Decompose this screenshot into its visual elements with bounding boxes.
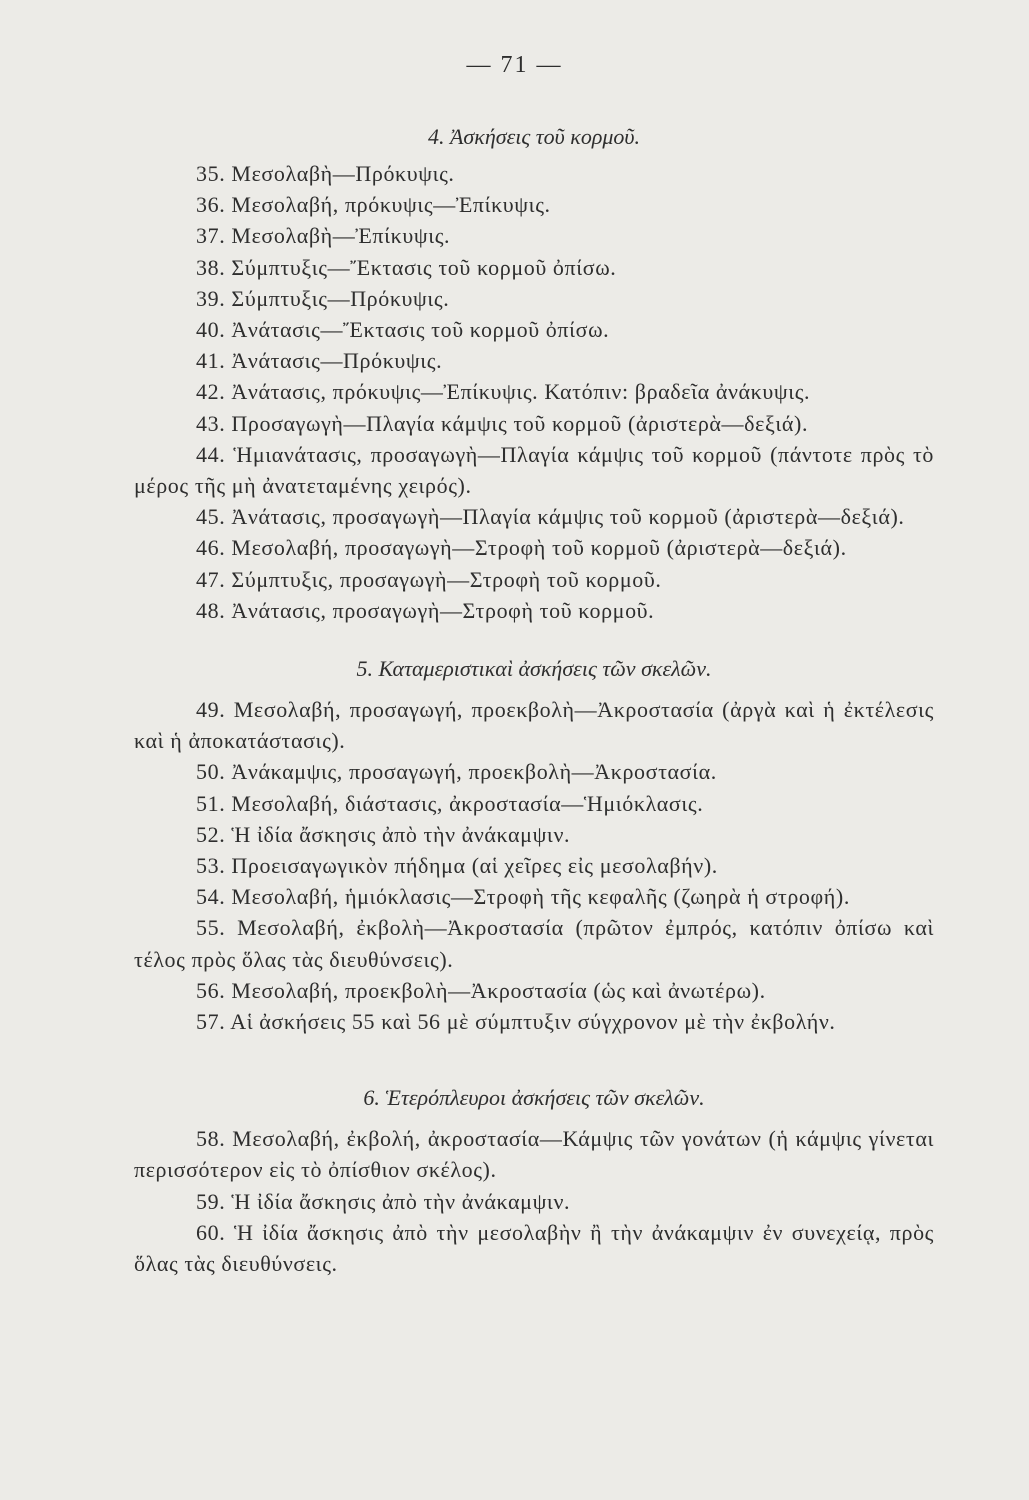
exercise-item [134,564,934,595]
exercise-text: Ἀνάτασις—Πρόκυψις. [231,348,443,374]
exercise-number: 51. [196,790,226,816]
exercise-text: Σύμπτυξις, προσαγωγὴ—Στροφὴ τοῦ κορμοῦ. [231,566,662,592]
exercise-text: Μεσολαβή, ἐκβολή, ἀκροστασία—Κάμψις τῶν γονάτων (ἡ κάμψις γίνεται περισσότερον εἰς τὸ ὀπίσθιον σκέλος). [134,1126,934,1183]
exercise-item [134,881,934,912]
exercise-item [134,220,934,251]
exercise-text: Ἀνάτασις, προσαγωγὴ—Πλαγία κάμψις τοῦ κορμοῦ (ἀριστερὰ—δεξιά). [231,504,905,530]
exercise-text: Ἡ ἰδία ἄσκησις ἀπὸ τὴν ἀνάκαμψιν. [231,1188,571,1214]
exercise-item [134,912,934,974]
exercise-text: Ἀνάκαμψις, προσαγωγή, προεκβολὴ—Ἀκροστασία. [231,759,717,785]
page-number: — 71 — [466,52,563,78]
exercise-item [134,1186,934,1217]
exercise-item [134,694,934,756]
exercise-text: Μεσολαβὴ—Ἐπίκυψις. [231,223,451,249]
exercise-text: Σύμπτυξις—Πρόκυψις. [231,285,450,311]
exercise-number: 59. [196,1188,226,1214]
exercise-text: Αἱ ἀσκήσεις 55 καὶ 56 μὲ σύμπτυξιν σύγχρονον μὲ τὴν ἐκβολήν. [230,1009,836,1035]
exercise-text: Ἡμιανάτασις, προσαγωγὴ—Πλαγία κάμψις τοῦ κορμοῦ (πάντοτε πρὸς τὸ μέρος τῆς μὴ ἀνατεταμένης χειρός). [134,441,935,499]
exercise-number: 60. [196,1219,226,1245]
exercise-text: Προεισαγωγικὸν πήδημα (αἱ χεῖρες εἰς μεσολαβήν). [231,853,718,879]
exercise-text: Μεσολαβὴ—Πρόκυψις. [231,161,455,186]
exercise-item [134,850,934,881]
exercise-text: Μεσολαβή, ἡμιόκλασις—Στροφὴ τῆς κεφαλῆς (ζωηρὰ ἡ στροφή). [231,884,850,910]
exercise-number: 54. [196,884,226,910]
exercise-text: Προσαγωγὴ—Πλαγία κάμψις τοῦ κορμοῦ (ἀριστερὰ—δεξιά). [231,410,809,436]
exercise-item [134,345,934,376]
exercise-number: 47. [196,566,226,592]
exercise-number: 46. [196,535,226,561]
section-heading: 5. Καταμεριστικαὶ ἀσκήσεις τῶν σκελῶν. [356,656,712,682]
exercise-text: Σύμπτυξις—Ἔκτασις τοῦ κορμοῦ ὀπίσω. [231,254,617,280]
exercise-text: Μεσολαβή, προεκβολὴ—Ἀκροστασία (ὡς καὶ ἀνωτέρω). [231,977,766,1003]
exercise-number: 42. [196,379,226,405]
exercise-item [134,595,934,626]
exercise-item [134,756,934,787]
exercise-number: 48. [196,597,226,623]
section-heading: 6. Ἑτερόπλευροι ἀσκήσεις τῶν σκελῶν. [363,1085,705,1111]
exercise-item [134,376,934,407]
exercise-text: Ἡ ἰδία ἄσκησις ἀπὸ τὴν μεσολαβὴν ἢ τὴν ἀνάκαμψιν ἐν συνεχείᾳ, πρὸς ὅλας τὰς διευθύνσεις. [134,1219,934,1277]
exercise-number: 45. [196,504,226,530]
exercise-number: 57. [196,1009,226,1035]
exercise-text: Μεσολαβή, προσαγωγή, προεκβολὴ—Ἀκροστασία (ἀργὰ καὶ ἡ ἐκτέλεσις καὶ ἡ ἀποκατάστασις). [134,697,934,754]
exercise-item [134,314,934,345]
exercise-number: 37. [196,223,226,249]
exercise-number: 40. [196,317,226,343]
exercise-item [134,532,934,563]
exercise-item [134,189,934,220]
exercise-number: 35. [196,161,226,186]
exercise-text: Ἀνάτασις, προσαγωγὴ—Στροφὴ τοῦ κορμοῦ. [231,597,655,623]
exercise-number: 39. [196,285,226,311]
exercise-number: 41. [196,348,226,374]
exercise-item [134,975,934,1006]
exercise-text: Μεσολαβή, πρόκυψις—Ἐπίκυψις. [231,192,551,218]
exercise-text: Μεσολαβή, διάστασις, ἀκροστασία—Ἡμιόκλασις. [231,790,704,816]
exercise-item [134,1123,934,1185]
exercise-text: Μεσολαβή, ἐκβολὴ—Ἀκροστασία (πρῶτον ἐμπρός, κατόπιν ὀπίσω καὶ τέλος πρὸς ὅλας τὰς διευθύνσεις). [134,915,934,972]
exercise-text: Ἡ ἰδία ἄσκησις ἀπὸ τὴν ἀνάκαμψιν. [231,821,571,847]
section-heading: 4. Ἀσκήσεις τοῦ κορμοῦ. [427,124,641,149]
exercise-item [134,158,934,189]
exercise-number: 56. [196,977,226,1003]
exercise-item [134,252,934,283]
exercise-text: Ἀνάτασις, πρόκυψις—Ἐπίκυψις. Κατόπιν: βραδεῖα ἀνάκυψις. [231,379,811,405]
page-content [134,118,934,1279]
exercise-text: Ἀνάτασις—Ἔκτασις τοῦ κορμοῦ ὀπίσω. [231,317,610,343]
exercise-item [134,1217,934,1279]
exercise-number: 38. [196,254,226,280]
exercise-number: 36. [196,192,226,218]
exercise-number: 50. [196,759,226,785]
exercise-item [134,501,934,532]
exercise-number: 43. [196,410,226,436]
exercise-number: 53. [196,853,226,879]
exercise-number: 49. [196,697,226,723]
exercise-item [134,439,934,501]
exercise-number: 55. [196,915,226,941]
exercise-text: Μεσολαβή, προσαγωγὴ—Στροφὴ τοῦ κορμοῦ (ἀριστερὰ—δεξιά). [231,535,847,561]
exercise-item [134,1006,934,1037]
exercise-item [134,408,934,439]
exercise-item [134,819,934,850]
exercise-number: 52. [196,821,226,847]
exercise-item [134,283,934,314]
exercise-number: 44. [196,441,226,467]
exercise-number: 58. [196,1126,226,1152]
exercise-item [134,788,934,819]
